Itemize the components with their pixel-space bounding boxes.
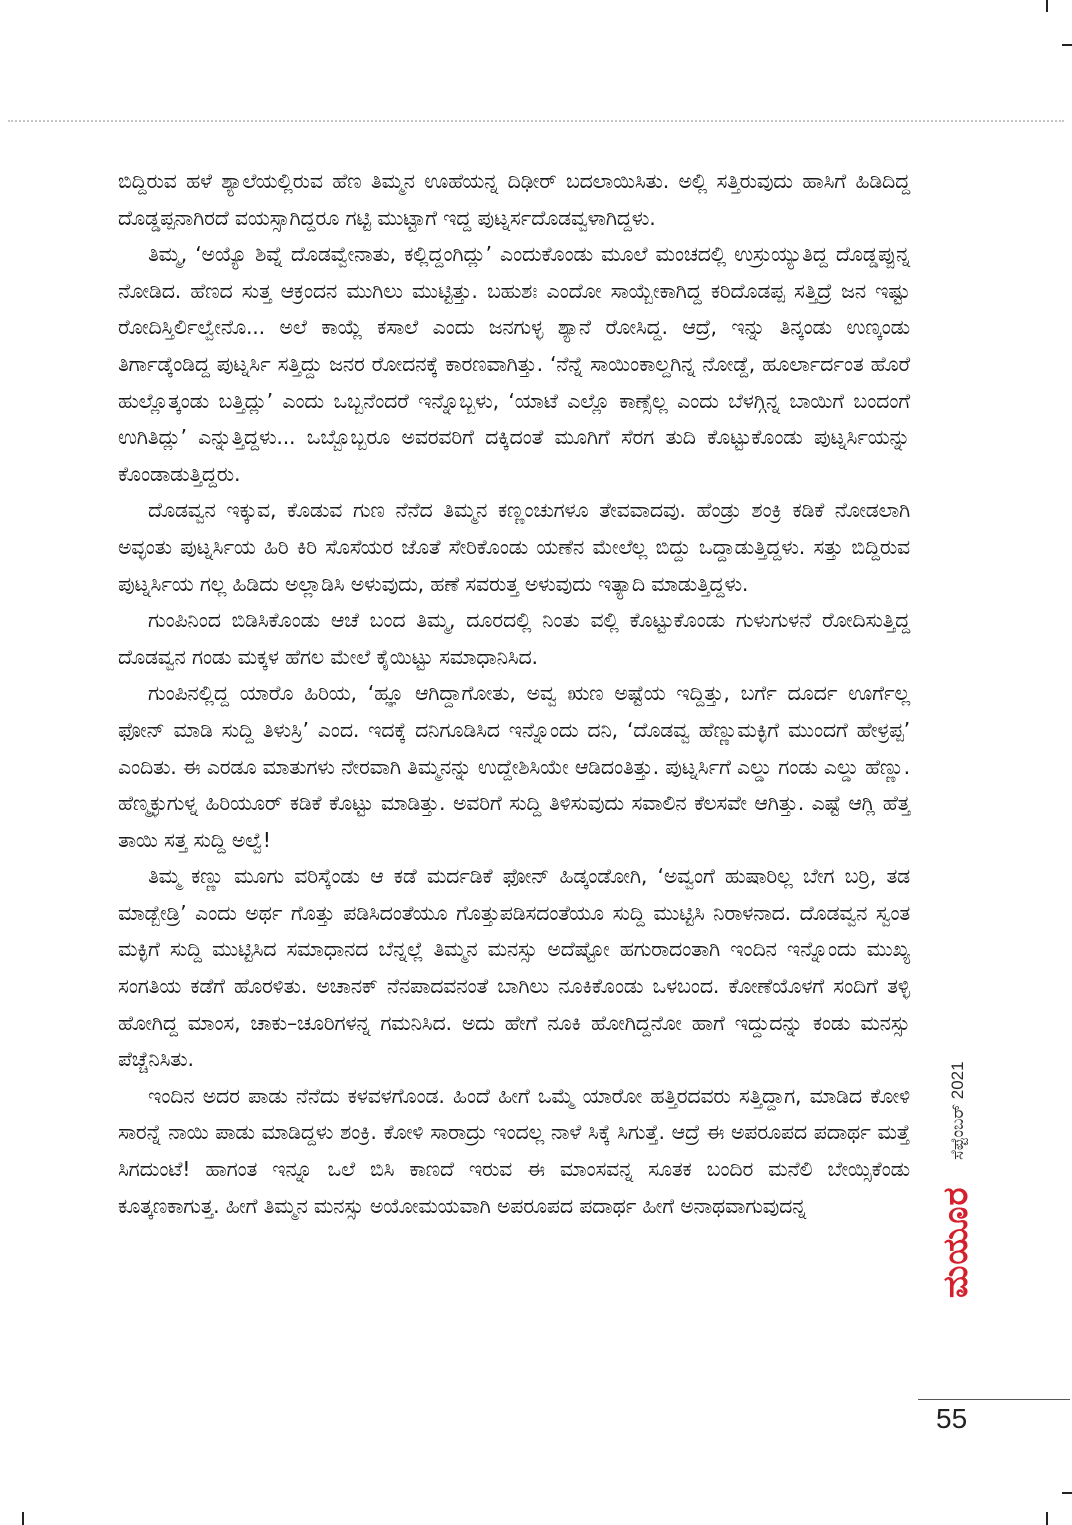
crop-mark <box>1062 44 1072 46</box>
article-paragraph: ತಿಮ್ಮ, ‘ಅಯ್ಯೊ ಶಿವ್ನೆ ದೊಡವ್ವೇನಾತು, ಕಲ್ಲಿದ್ದಂಗಿದ್ಲು’ ಎಂದುಕೊಂಡು ಮೂಲೆ ಮಂಚದಲ್ಲಿ ಉಸ್ರುಯ್ಯುತಿದ್ದ ದೊಡ್ಡಪ್ಪುನ್ನ ನೋಡಿದ. ಹೆಣದ ಸುತ್ತ ಆಕ್ರಂದನ ಮುಗಿಲು ಮುಟ್ಟಿತ್ತು. ಬಹುಶಃ ಎಂದೋ ಸಾಯ್ಬೇಕಾಗಿದ್ದ ಕರಿದೊಡಪ್ಪ ಸತ್ತಿದ್ರೆ ಜನ ಇಷ್ಟು ರೋದಿಸ್ತಿರ್ಲಿಲ್ವೇನೊ... ಅಲೆ ಕಾಯ್ಲೆ ಕಸಾಲೆ ಎಂದು ಜನಗುಳ್ಳ ಶ್ಯಾನೆ ರೋಸಿದ್ದ. ಆದ್ರೆ, ಇನ್ನು ತಿನ್ಕಂಡು ಉಣ್ಕಂಡು ತಿರ್ಗಾಡ್ಕೆಂಡಿದ್ದ ಪುಟ್ನರ್ಸಿ ಸತ್ತಿದ್ದು ಜನರ ರೋದನಕ್ಕೆ ಕಾರಣವಾಗಿತ್ತು. ‘ನೆನ್ನೆ ಸಾಯಿಂಕಾಲ್ದಗಿನ್ನ ನೋಡ್ದೆ, ಹೂರ್ಲಾರ್ದಂತ ಹೊರೆ ಹುಲ್ಲೊತ್ಕಂಡು ಬತ್ತಿದ್ಲು’ ಎಂದು ಒಬ್ಬನೆಂದರೆ ಇನ್ನೊಬ್ಬಳು, ‘ಯಾಟೆ ಎಲ್ಲೊ ಕಾಣ್ಸೆಲ್ಲ ಎಂದು ಬೆಳಗ್ಗಿನ್ನ ಬಾಯಿಗೆ ಬಂದಂಗೆ ಉಗಿತಿದ್ಲು’ ಎನ್ನುತ್ತಿದ್ದಳು... ಒಬ್ಬೊಬ್ಬರೂ ಅವರವರಿಗೆ ದಕ್ಕಿದಂತೆ ಮೂಗಿಗೆ ಸೆರಗ ತುದಿ ಕೊಟ್ಟುಕೊಂಡು ಪುಟ್ನರ್ಸಿಯನ್ನು ಕೊಂಡಾಡುತ್ತಿದ್ದರು. <box>118 242 910 486</box>
crop-mark <box>1046 1512 1048 1525</box>
header-dotted-rule <box>8 120 1064 122</box>
issue-date-text: ಸೆಪ್ಟೆಂಬರ್ 2021 <box>948 1061 967 1160</box>
crop-mark <box>22 1512 24 1525</box>
article-paragraph: ಗುಂಪಿನಲ್ಲಿದ್ದ ಯಾರೊ ಹಿರಿಯ, ‘ಹ್ಞೂ ಆಗಿದ್ದಾಗೋತು, ಅವ್ವ ಋಣ ಅಷ್ಟೆಯ ಇದ್ದಿತ್ತು, ಬರ್ಗೆ ದೂರ್ದ ಊರ್ಗೆಲ್ಲ ಫೋನ್ ಮಾಡಿ ಸುದ್ದಿ ತಿಳುಸ್ರಿ’ ಎಂದ. ಇದಕ್ಕೆ ದನಿಗೂಡಿಸಿದ ಇನ್ನೊಂದು ದನಿ, ‘ದೊಡವ್ವ ಹೆಣ್ಣುಮಕ್ಳಿಗೆ ಮುಂದಗೆ ಹೇಳ್ರಪ್ಪ’ ಎಂದಿತು. ಈ ಎರಡೂ ಮಾತುಗಳು ನೇರವಾಗಿ ತಿಮ್ಮನನ್ನು ಉದ್ದೇಶಿಸಿಯೇ ಆಡಿದಂತಿತ್ತು. ಪುಟ್ನರ್ಸಿಗೆ ಎಲ್ಡು ಗಂಡು ಎಲ್ಡು ಹೆಣ್ಣು. ಹೆಣ್ಮಕ್ಳುಗುಳ್ನ ಹಿರಿಯೂರ್ ಕಡಿಕೆ ಕೊಟ್ಟು ಮಾಡಿತ್ತು. ಅವರಿಗೆ ಸುದ್ದಿ ತಿಳಿಸುವುದು ಸವಾಲಿನ ಕೆಲಸವೇ ಆಗಿತ್ತು. ಎಷ್ಟೆ ಆಗ್ಲಿ ಹೆತ್ತ ತಾಯಿ ಸತ್ತ ಸುದ್ದಿ ಅಲ್ವೆ! <box>118 681 910 852</box>
crop-mark <box>1062 1492 1072 1494</box>
crop-mark <box>1046 0 1048 12</box>
page-number: 55 <box>936 1403 968 1434</box>
article-paragraph: ಇಂದಿನ ಅದರ ಪಾಡು ನೆನೆದು ಕಳವಳಗೊಂಡ. ಹಿಂದೆ ಹೀಗೆ ಒಮ್ಮೆ ಯಾರೋ ಹತ್ತಿರದವರು ಸತ್ತಿದ್ದಾಗ, ಮಾಡಿದ ಕೋಳಿ ಸಾರನ್ನೆ ನಾಯಿ ಪಾಡು ಮಾಡಿದ್ದಳು ಶಂಕ್ರಿ. ಕೋಳಿ ಸಾರಾದ್ರು ಇಂದಲ್ಲ ನಾಳೆ ಸಿಕ್ಕೆ ಸಿಗುತ್ತೆ. ಆದ್ರೆ ಈ ಅಪರೂಪದ ಪದಾರ್ಥ ಮತ್ತೆ ಸಿಗದುಂಟೆ! ಹಾಗಂತ ಇನ್ನೂ ಒಲೆ ಬಿಸಿ ಕಾಣದೆ ಇರುವ ಈ ಮಾಂಸವನ್ನ ಸೂತಕ ಬಂದಿರ ಮನೆಲಿ ಬೇಯ್ಸಿಕೆಂಡು ಕೂತ್ಕಣಕಾಗುತ್ತ. ಹೀಗೆ ತಿಮ್ಮನ ಮನಸ್ಸು ಅಯೋಮಯವಾಗಿ ಅಪರೂಪದ ಪದಾರ್ಥ ಹೀಗೆ ಅನಾಥವಾಗುವುದನ್ನ <box>118 1083 910 1218</box>
article-paragraph: ದೊಡವ್ವನ ಇಕ್ಕುವ, ಕೊಡುವ ಗುಣ ನೆನೆದ ತಿಮ್ಮನ ಕಣ್ಣಂಚುಗಳೂ ತೇವವಾದವು. ಹೆಂಡ್ರು ಶಂಕ್ರಿ ಕಡಿಕೆ ನೋಡಲಾಗಿ ಅವ್ಳಂತು ಪುಟ್ನರ್ಸಿಯ ಹಿರಿ ಕಿರಿ ಸೊಸೆಯರ ಜೊತೆ ಸೇರಿಕೊಂಡು ಯಣೆನ ಮೇಲೆಲ್ಲ ಬಿದ್ದು ಒದ್ದಾಡುತ್ತಿದ್ದಳು. ಸತ್ತು ಬಿದ್ದಿರುವ ಪುಟ್ನರ್ಸಿಯ ಗಲ್ಲ ಹಿಡಿದು ಅಲ್ಲಾಡಿಸಿ ಅಳುವುದು, ಹಣೆ ಸವರುತ್ತ ಅಳುವುದು ಇತ್ಯಾದಿ ಮಾಡುತ್ತಿದ್ದಳು. <box>118 498 910 596</box>
article-body <box>118 163 910 1224</box>
article-paragraph: ಬಿದ್ದಿರುವ ಹಳೆ ಶ್ಯಾಲೆಯಲ್ಲಿರುವ ಹೆಣ ತಿಮ್ಮನ ಊಹೆಯನ್ನ ದಿಢೀರ್ ಬದಲಾಯಿಸಿತು. ಅಲ್ಲಿ ಸತ್ತಿರುವುದು ಹಾಸಿಗೆ ಹಿಡಿದಿದ್ದ ದೊಡ್ಡಪ್ಪನಾಗಿರದೆ ವಯಸ್ಸಾಗಿದ್ದರೂ ಗಟ್ಟಿ ಮುಟ್ಟಾಗೆ ಇದ್ದ ಪುಟ್ನರ್ಸದೊಡವ್ವಳಾಗಿದ್ದಳು. <box>118 169 910 230</box>
footer-rule <box>918 1399 1070 1400</box>
magazine-logo-text: ಮಯೂರ <box>936 1186 976 1298</box>
article-paragraph: ಗುಂಪಿನಿಂದ ಬಿಡಿಸಿಕೊಂಡು ಆಚೆ ಬಂದ ತಿಮ್ಮ, ದೂರದಲ್ಲಿ ನಿಂತು ವಲ್ಲಿ ಕೊಟ್ಟುಕೊಂಡು ಗುಳುಗುಳನೆ ರೋದಿಸುತ್ತಿದ್ದ ದೊಡವ್ವನ ಗಂಡು ಮಕ್ಕಳ ಹೆಗಲ ಮೇಲೆ ಕೈಯಿಟ್ಟು ಸಮಾಧಾನಿಸಿದ. <box>118 608 910 669</box>
article-paragraph: ತಿಮ್ಮ ಕಣ್ಣು ಮೂಗು ವರಿಸ್ಕೆಂಡು ಆ ಕಡೆ ಮರ್ದಡಿಕೆ ಫೋನ್ ಹಿಡ್ಕಂಡೋಗಿ, ‘ಅವ್ವಂಗೆ ಹುಷಾರಿಲ್ಲ ಬೇಗ ಬರ್ರಿ, ತಡ ಮಾಡ್ಬೇಡ್ರಿ’ ಎಂದು ಅರ್ಥ ಗೊತ್ತು ಪಡಿಸಿದಂತೆಯೂ ಗೊತ್ತುಪಡಿಸದಂತೆಯೂ ಸುದ್ದಿ ಮುಟ್ಟಿಸಿ ನಿರಾಳನಾದ. ದೊಡವ್ವನ ಸ್ವಂತ ಮಕ್ಳಿಗೆ ಸುದ್ದಿ ಮುಟ್ಟಿಸಿದ ಸಮಾಧಾನದ ಬೆನ್ನಲ್ಲೆ ತಿಮ್ಮನ ಮನಸ್ಸು ಅದೆಷ್ಟೋ ಹಗುರಾದಂತಾಗಿ ಇಂದಿನ ಇನ್ನೊಂದು ಮುಖ್ಯ ಸಂಗತಿಯ ಕಡೆಗೆ ಹೊರಳಿತು. ಅಚಾನಕ್ ನೆನಪಾದವನಂತೆ ಬಾಗಿಲು ನೂಕಿಕೊಂಡು ಒಳಬಂದ. ಕೋಣೆಯೊಳಗೆ ಸಂದಿಗೆ ತಳ್ಳಿ ಹೋಗಿದ್ದ ಮಾಂಸ, ಚಾಕು–ಚೂರಿಗಳನ್ನ ಗಮನಿಸಿದ. ಅದು ಹೇಗೆ ನೂಕಿ ಹೋಗಿದ್ದನೋ ಹಾಗೆ ಇದ್ದುದನ್ನು ಕಂಡು ಮನಸ್ಸು ಪೆಚ್ಚೆನಿಸಿತು. <box>118 864 910 1072</box>
